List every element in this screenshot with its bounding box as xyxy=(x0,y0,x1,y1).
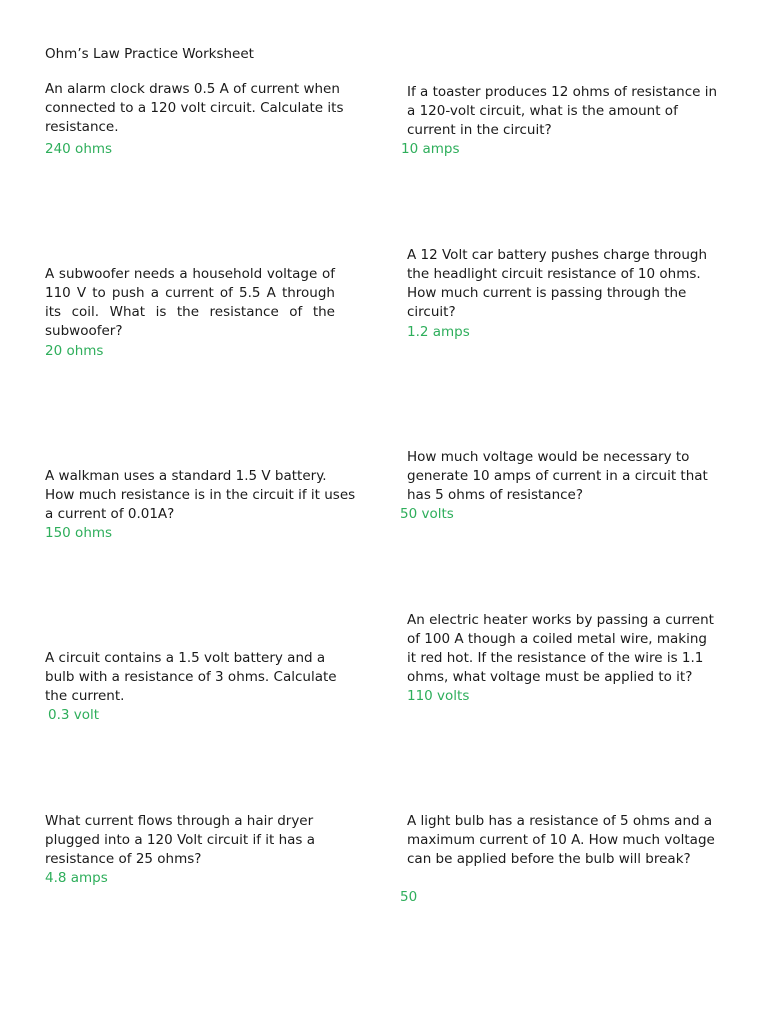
problem-2-answer: 10 amps xyxy=(401,141,460,157)
problem-5-question: A walkman uses a standard 1.5 V battery. How much resistance is in the circuit if it uses a current of 0.01A? xyxy=(45,468,356,522)
problem-3-question: A subwoofer needs a household voltage of 110 V to push a current of 5.5 A through its coil. What is the resistance of the subwoofer? xyxy=(45,266,335,339)
problem-1-answer: 240 ohms xyxy=(45,141,113,157)
problem-6-answer: 50 volts xyxy=(400,506,454,522)
problem-10-answer: 50 xyxy=(400,889,418,905)
problem-9-question: What current flows through a hair dryer plugged into a 120 Volt circuit if it has a resistance of 25 ohms? xyxy=(45,813,316,867)
problem-7-question: A circuit contains a 1.5 volt battery and a bulb with a resistance of 3 ohms. Calculate the current. xyxy=(45,650,337,704)
problem-6-question: How much voltage would be necessary to generate 10 amps of current in a circuit that has 5 ohms of resistance? xyxy=(407,449,708,503)
problem-4-question: A 12 Volt car battery pushes charge through the headlight circuit resistance of 10 ohms. How much current is passing through the circuit? xyxy=(407,247,707,320)
worksheet-title: Ohm’s Law Practice Worksheet xyxy=(45,46,254,62)
problem-2-question: If a toaster produces 12 ohms of resistance in a 120-volt circuit, what is the amount of current in the circuit? xyxy=(407,84,718,138)
problem-4-answer: 1.2 amps xyxy=(407,324,470,340)
problem-5-answer: 150 ohms xyxy=(45,525,113,541)
problem-8-answer: 110 volts xyxy=(407,688,470,704)
problem-1-question: An alarm clock draws 0.5 A of current when connected to a 120 volt circuit. Calculate its resistance. xyxy=(45,81,344,135)
problem-9-answer: 4.8 amps xyxy=(45,870,108,886)
problem-10-question: A light bulb has a resistance of 5 ohms and a maximum current of 10 A. How much voltage can be applied before the bulb will break? xyxy=(407,813,715,867)
problem-3-answer: 20 ohms xyxy=(45,343,104,359)
problem-8-question: An electric heater works by passing a current of 100 A though a coiled metal wire, making it red hot. If the resistance of the wire is 1.1 ohms, what voltage must be applied to it? xyxy=(407,612,714,685)
problem-7-answer: 0.3 volt xyxy=(48,707,100,723)
